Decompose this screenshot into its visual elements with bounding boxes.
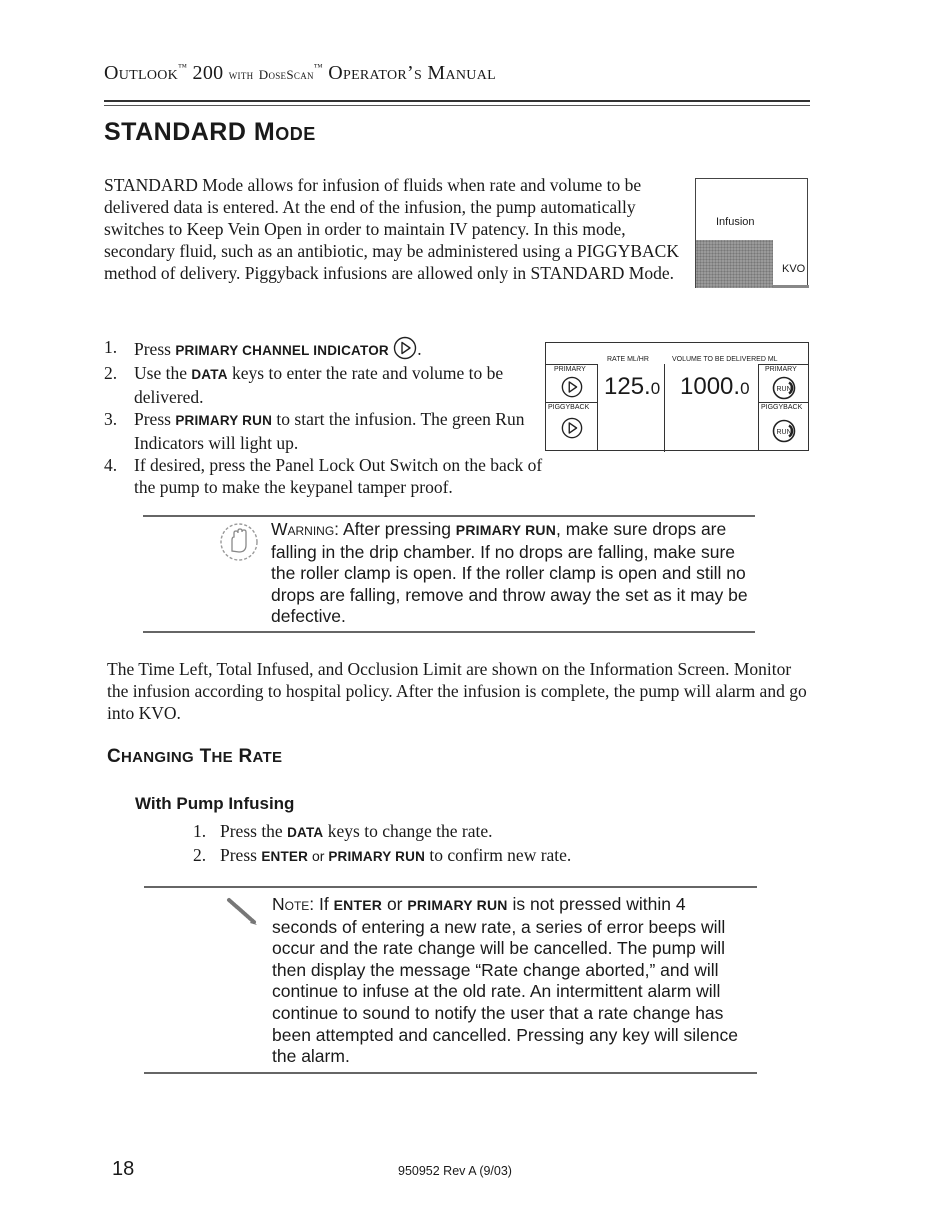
heading-part: T <box>199 746 212 767</box>
step-keyword: ENTER <box>261 849 309 864</box>
note-text: or <box>382 894 408 914</box>
header-dosescan: DoseScan <box>258 67 314 82</box>
run-button-icon <box>772 376 796 400</box>
header-outlook: Outlook <box>104 62 179 84</box>
step-text-end: to start the infusion. The green Run Indicators will light up. <box>134 409 525 453</box>
rate-value <box>604 373 660 401</box>
heading-part: C <box>107 746 122 767</box>
header-manual: Operator’s Manual <box>328 62 496 84</box>
infusion-bottom-bar <box>773 285 809 288</box>
note-callout <box>272 894 754 1068</box>
page-number: 18 <box>112 1158 135 1180</box>
pump-divider <box>664 364 665 452</box>
list-item <box>104 408 544 454</box>
step-number: 2. <box>104 363 118 383</box>
step-text-mid: or <box>308 848 329 864</box>
step-keyword: DATA <box>287 825 324 840</box>
warning-rule-bottom <box>143 631 755 633</box>
rate-dec: 0 <box>650 379 661 398</box>
step-number: 4. <box>104 455 118 475</box>
heading-part: HANGING <box>121 749 194 766</box>
heading-part: ATE <box>252 749 283 766</box>
step-number: 1. <box>193 821 207 841</box>
infusion-screen-illustration <box>695 178 808 288</box>
volume-value <box>680 373 750 401</box>
run-label: RUN <box>776 386 792 393</box>
warning-keyword: PRIMARY RUN <box>455 522 557 538</box>
warning-text: After pressing <box>339 519 456 539</box>
step-text-end: . <box>417 339 422 359</box>
step-text: Press the <box>220 821 288 841</box>
steps-list <box>104 336 544 498</box>
warning-callout <box>271 519 751 628</box>
warning-text-end: , make sure drops are falling in the drip chamber. If no drops are falling, make sure the roller clamp is open. If the roller clamp is open and still no drops are falling, remove and throw away the set as it may be defective. <box>271 519 748 627</box>
info-paragraph: The Time Left, Total Infused, and Occlusion Limit are shown on the Information Screen. Monitor the infusion according to hospital policy. After the infusion is complete, the pump will alarm and go into KVO. <box>107 659 807 723</box>
note-rule-bottom <box>144 1072 757 1074</box>
play-circle-icon <box>561 376 583 398</box>
header-tm-2: ™ <box>313 62 323 72</box>
section-heading <box>107 746 282 768</box>
piggyback-run-cell <box>758 402 809 451</box>
subsection-heading: With Pump Infusing <box>135 794 295 813</box>
step-keyword-2: PRIMARY RUN <box>328 849 426 864</box>
list-item <box>193 844 753 868</box>
step-keyword: PRIMARY RUN <box>175 413 273 428</box>
note-rule-top <box>144 886 757 888</box>
list-item <box>104 454 544 498</box>
primary-right-label: PRIMARY <box>765 366 797 373</box>
step-number: 2. <box>193 845 207 865</box>
step-text: Press <box>134 409 176 429</box>
step-number: 1. <box>104 337 118 357</box>
step-text: If desired, press the Panel Lock Out Switch on the back of the pump to make the keypanel tamper proof. <box>134 455 543 497</box>
step-text-end: keys to change the rate. <box>323 821 493 841</box>
run-button-icon <box>772 419 796 443</box>
list-item <box>104 336 544 362</box>
piggyback-left-label: PIGGYBACK <box>548 404 590 411</box>
heading-part: HE <box>211 749 233 766</box>
header-with: with <box>228 67 254 82</box>
step-number: 3. <box>104 409 118 429</box>
run-label: RUN <box>776 429 792 436</box>
title-main: STANDARD <box>104 118 247 146</box>
volume-int: 1000. <box>680 373 741 400</box>
warning-lead: Warning: <box>271 519 340 539</box>
doc-revision: 950952 Rev A (9/03) <box>398 1164 512 1178</box>
kvo-label: KVO <box>782 263 806 275</box>
note-keyword-2: PRIMARY RUN <box>407 897 508 913</box>
title-mode: Mode <box>253 118 316 146</box>
volume-header: VOLUME TO BE DELIVERED ML <box>672 356 778 363</box>
piggyback-right-label: PIGGYBACK <box>761 404 803 411</box>
step-keyword: DATA <box>191 367 228 382</box>
primary-left-label: PRIMARY <box>554 366 586 373</box>
step-text: Press <box>134 339 176 359</box>
pump-display-illustration <box>545 342 809 451</box>
header-tm: ™ <box>178 62 188 72</box>
primary-run-cell <box>758 364 809 402</box>
warning-rule-top <box>143 515 755 517</box>
running-header <box>104 62 496 85</box>
note-text-end: is not pressed within 4 seconds of entering a new rate, a series of error beeps will occur and the rate change will be cancelled. The pump will then display the message “Rate change aborted,” and will continue to infuse at the old rate. An intermittent alarm will continue to sound to notify the user that a rate change has been attempted and cancelled. Pressing any key will silence the alarm. <box>272 894 738 1067</box>
step-text: Press <box>220 845 262 865</box>
infusion-shaded-area <box>696 240 773 288</box>
play-circle-icon <box>561 417 583 439</box>
header-rule-thin <box>104 105 810 106</box>
note-pencil-icon <box>226 897 260 927</box>
note-keyword: ENTER <box>333 897 383 913</box>
infusion-label: Infusion <box>716 216 755 228</box>
rate-header: RATE ML/HR <box>607 356 649 363</box>
volume-dec: 0 <box>740 379 750 398</box>
step-text-end: keys to enter the rate and volume to be delivered. <box>134 363 504 407</box>
heading-part: R <box>238 746 253 767</box>
note-text: If <box>314 894 334 914</box>
step-keyword: PRIMARY CHANNEL INDICATOR <box>175 343 389 358</box>
rate-steps-list <box>193 820 753 868</box>
intro-paragraph: STANDARD Mode allows for infusion of fluids when rate and volume to be delivered data is entered. At the end of the infusion, the pump automatically switches to Keep Vein Open in order to maintain IV patency. In this mode, secondary fluid, such as an antibiotic, may be administered using a PIGGYBACK method of delivery. Piggyback infusions are allowed only in STANDARD Mode. <box>104 175 679 283</box>
list-item <box>193 820 753 844</box>
page-title <box>104 118 316 147</box>
rate-int: 125. <box>604 373 651 400</box>
header-rule <box>104 100 810 102</box>
step-text-end: to confirm new rate. <box>425 845 572 865</box>
note-lead: Note: <box>272 894 315 914</box>
header-model: 200 <box>192 62 224 84</box>
play-circle-icon <box>393 336 417 360</box>
list-item <box>104 362 544 408</box>
primary-indicator-cell <box>546 364 598 402</box>
piggyback-indicator-cell <box>546 402 598 451</box>
warning-hand-icon <box>218 521 260 563</box>
step-text: Use the <box>134 363 192 383</box>
